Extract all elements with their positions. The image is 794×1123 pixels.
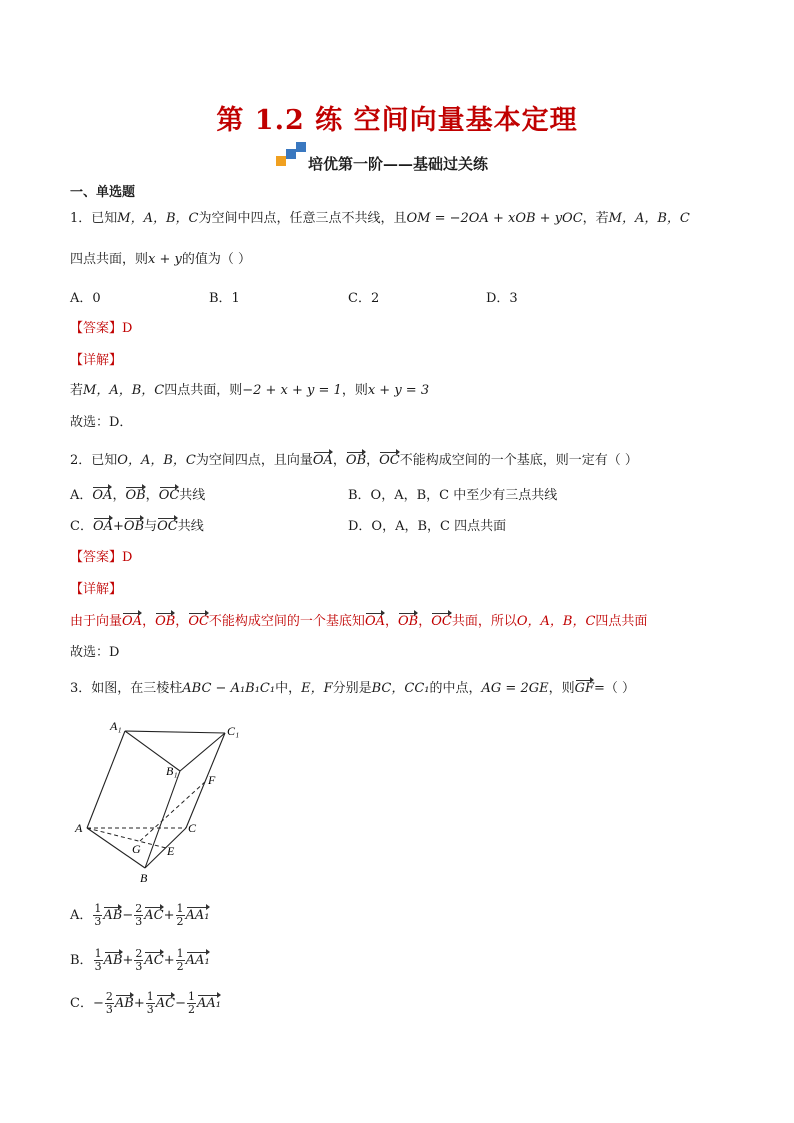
subtitle: 培优第一阶——基础过关练 <box>308 155 489 173</box>
q2-option-b: B．O，A，B，C 中至少有三点共线 <box>348 488 558 503</box>
label-b: B <box>140 871 148 885</box>
q1-stem-line1: 1．已知M，A，B，C为空间中四点，任意三点不共线，且OM = −2OA + xOB + yOC，若M，A，B，C <box>70 211 690 226</box>
q2-option-a: A．OA，OB，OC共线 <box>70 488 206 503</box>
q1-option-d: D．3 <box>486 291 518 306</box>
q1-answer: 【答案】D <box>70 321 133 336</box>
q1-stem-line2: 四点共面，则x + y的值为（ ） <box>70 252 251 267</box>
q1-option-b: B．1 <box>209 291 240 306</box>
label-b1: B₁ <box>166 764 178 778</box>
page-title: 第 1.2 练 空间向量基本定理 <box>216 105 578 136</box>
q1-choose: 故选：D． <box>70 415 133 430</box>
q3-stem: 3．如图，在三棱柱ABC − A₁B₁C₁中，E，F分别是BC，CC₁的中点，AG = 2GE，则GF=（ ） <box>70 681 636 696</box>
q2-detail-tag: 【详解】 <box>70 582 123 597</box>
label-c: C <box>188 821 197 835</box>
q2-stem: 2．已知O，A，B，C为空间四点，且向量OA，OB，OC不能构成空间的一个基底，则一定有（ ） <box>70 453 638 468</box>
label-a: A <box>75 821 83 835</box>
label-c1: C₁ <box>227 724 240 738</box>
q3-option-c: C．− $\frac{2}{3}$ AB+ $\frac{1}{3}$ AC− $\frac{1}{2}$ AA₁ <box>70 990 221 1016</box>
q1-vector-expression: OM = −2OA + xOB + yOC <box>406 211 583 226</box>
label-e: E <box>167 844 175 858</box>
q2-option-c: C．OA+OB与OC共线 <box>70 519 204 534</box>
q1-detail-tag: 【详解】 <box>70 353 123 368</box>
q1-option-a: A．0 <box>70 291 101 306</box>
q1-option-c: C．2 <box>348 291 380 306</box>
label-a1: A₁ <box>110 719 122 733</box>
q3-option-a: A． $\frac{1}{3}$ AB− $\frac{2}{3}$ AC+ $\frac{1}{2}$ AA₁ <box>70 902 210 928</box>
label-f: F <box>208 773 216 787</box>
prism-figure <box>70 716 260 886</box>
q1-solution: 若M，A，B，C四点共面，则−2 + x + y = 1，则x + y = 3 <box>70 383 430 398</box>
q2-option-d: D．O，A，B，C 四点共面 <box>348 519 507 534</box>
label-g: G <box>132 842 141 856</box>
q2-answer: 【答案】D <box>70 550 133 565</box>
q2-choose: 故选：D <box>70 645 120 660</box>
stairs-logo-icon <box>276 142 306 166</box>
section-heading: 一、单选题 <box>70 185 136 200</box>
q2-solution: 由于向量OA，OB，OC不能构成空间的一个基底知OA，OB，OC共面，所以O，A，B，C四点共面 <box>70 614 648 629</box>
q3-option-b: B． $\frac{1}{3}$ AB+ $\frac{2}{3}$ AC+ $\frac{1}{2}$ AA₁ <box>70 947 210 973</box>
